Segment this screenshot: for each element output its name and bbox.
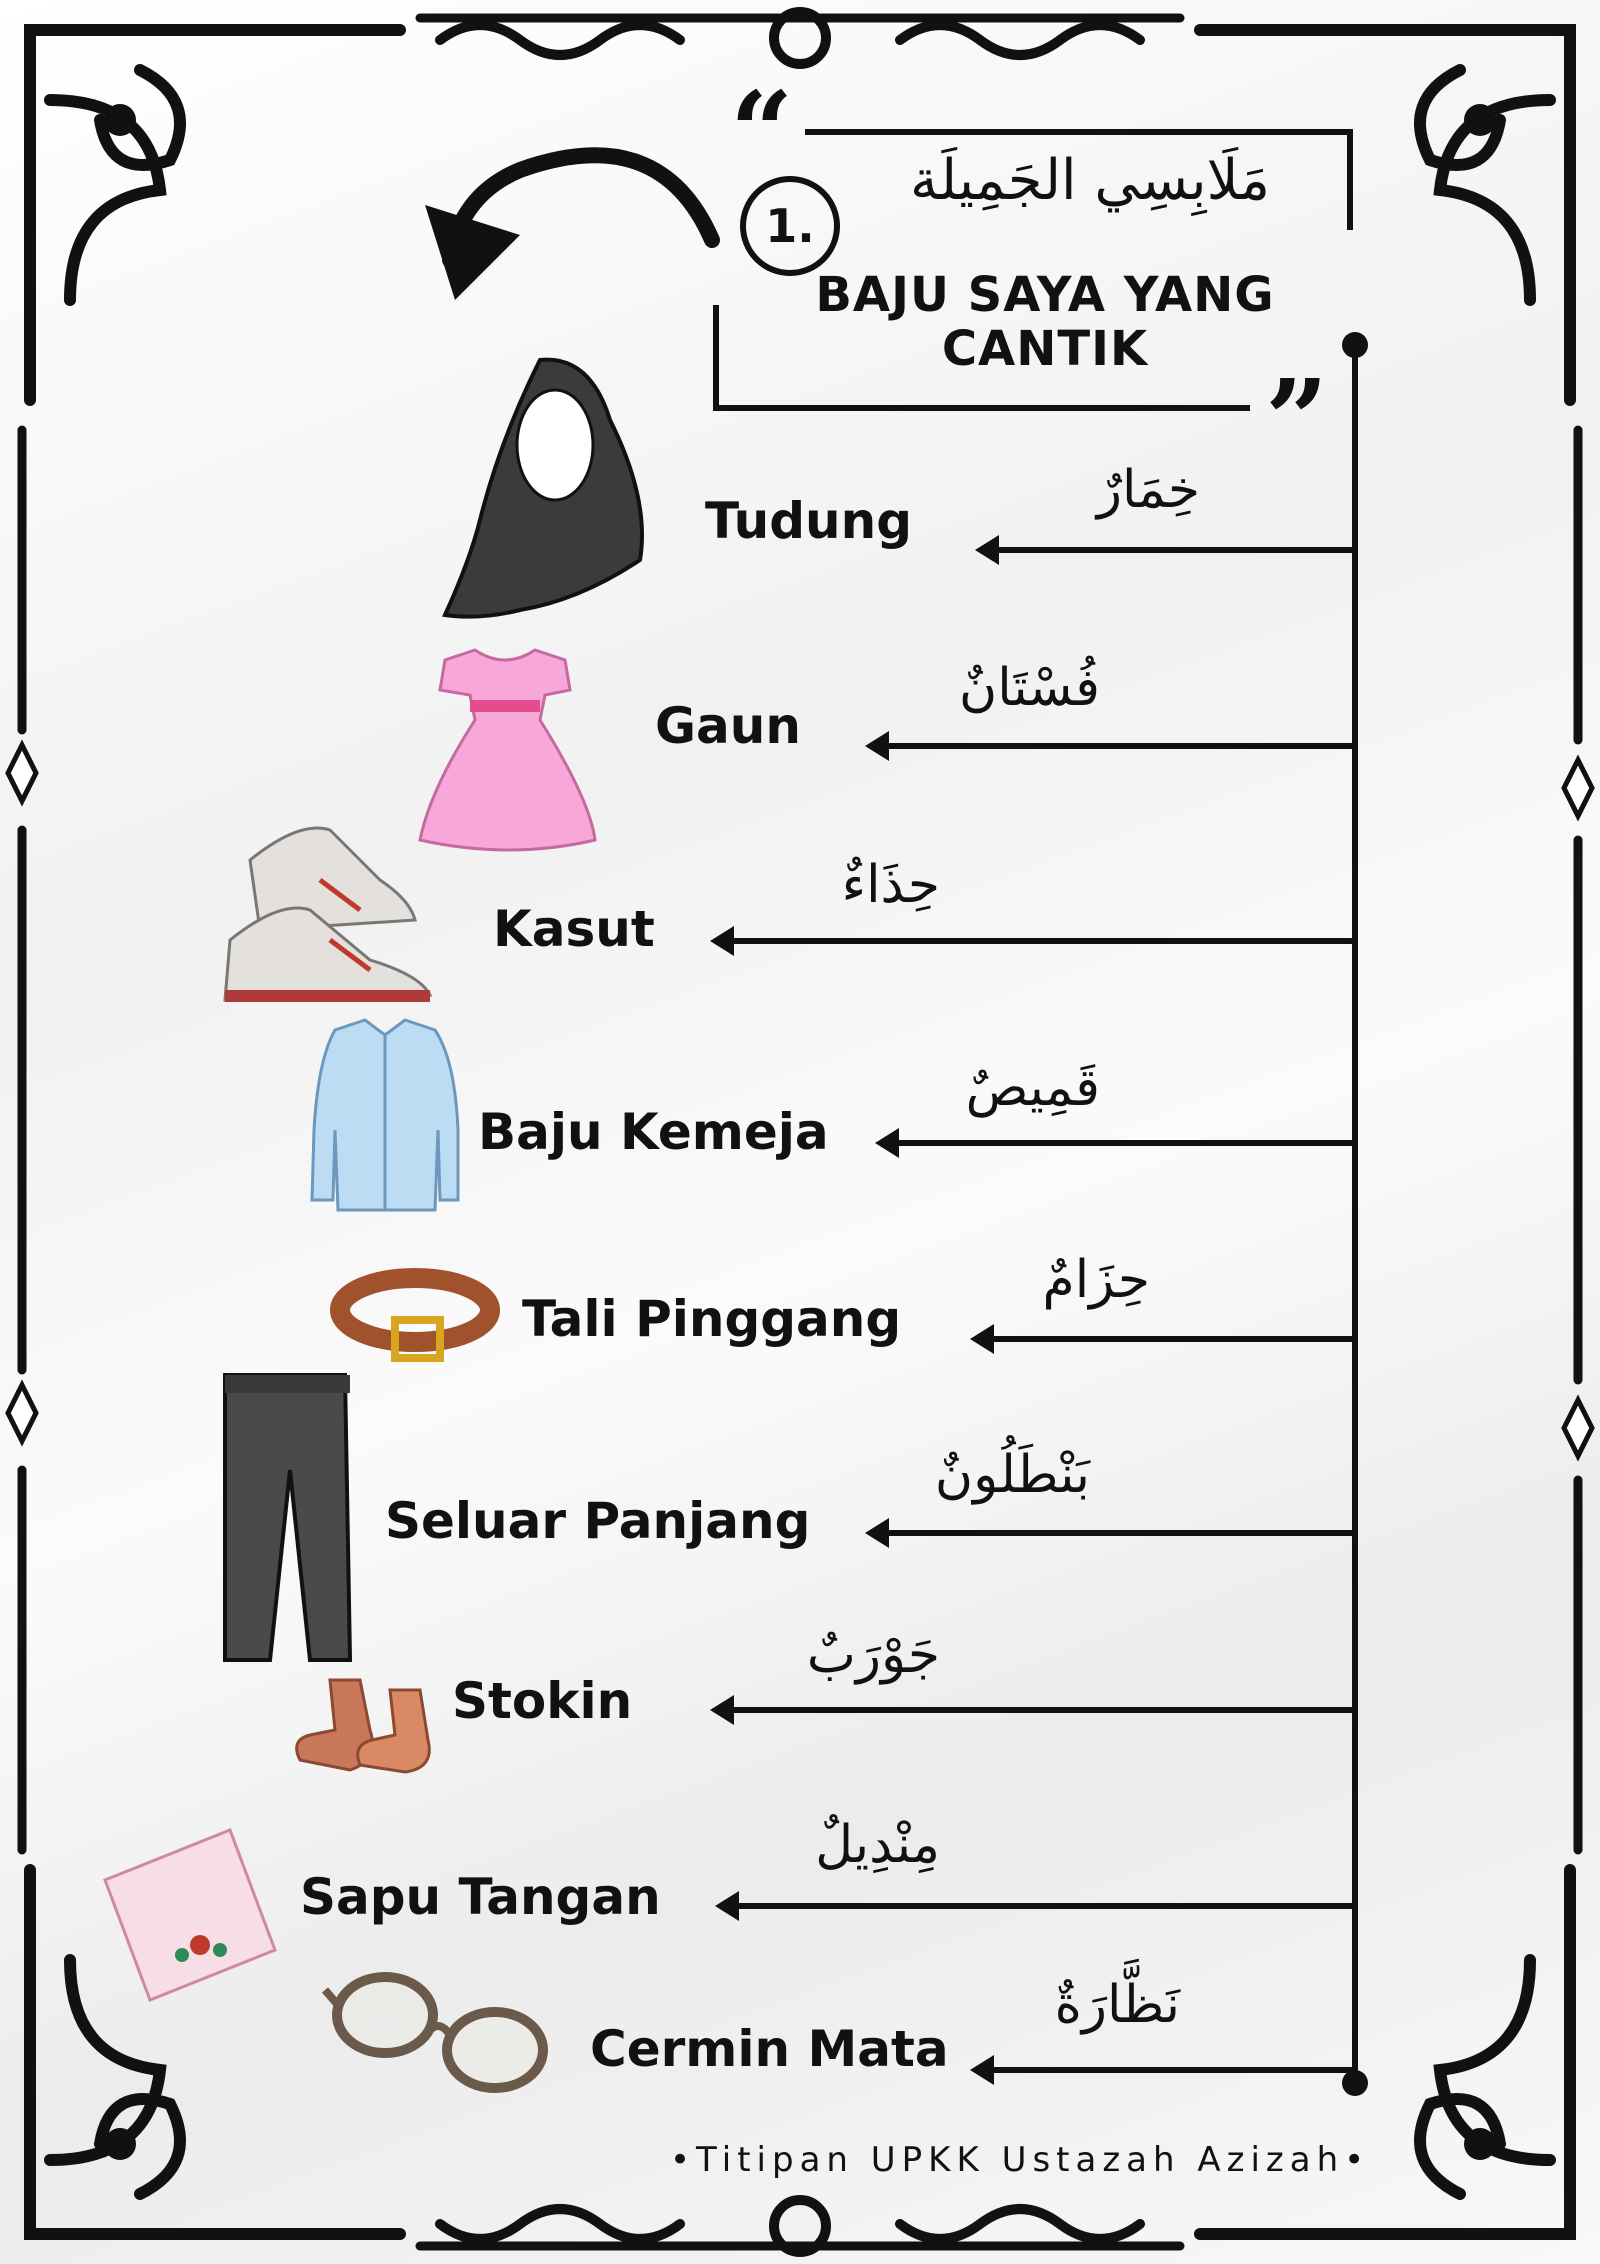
socks-icon	[297, 1680, 430, 1772]
label-malay-2: Gaun	[655, 697, 801, 755]
dress-icon	[420, 650, 595, 850]
shoes-icon	[225, 828, 430, 1002]
hijab-icon	[445, 360, 642, 617]
label-malay-3: Kasut	[493, 900, 655, 958]
label-malay-4: Baju Kemeja	[478, 1103, 829, 1161]
belt-icon	[340, 1278, 490, 1358]
title-arabic: مَلَابِسِي الجَمِيلَة	[909, 148, 1271, 213]
svg-text:”: ”	[1265, 355, 1329, 484]
label-arabic-3: حِذَاءٌ	[841, 855, 940, 915]
label-malay-6: Seluar Panjang	[385, 1492, 811, 1550]
label-malay-5: Tali Pinggang	[522, 1290, 902, 1348]
title-malay-line1: BAJU SAYA YANG	[815, 267, 1275, 323]
label-arabic-7: جَوْرَبٌ	[806, 1625, 940, 1685]
label-arabic-6: بَنْطَلُونٌ	[934, 1445, 1090, 1505]
label-malay-8: Sapu Tangan	[300, 1868, 661, 1926]
glasses-icon	[325, 1977, 543, 2088]
label-arabic-4: قَمِيصٌ	[965, 1058, 1100, 1118]
worksheet-number: 1.	[740, 176, 840, 276]
svg-text:“: “	[730, 67, 794, 196]
label-arabic-9: نَظَّارَةٌ	[1054, 1975, 1180, 2035]
shirt-icon	[312, 1020, 458, 1210]
label-arabic-2: فُسْتَانٌ	[959, 658, 1100, 718]
footer-credit: •Titipan UPKK Ustazah Azizah•	[670, 2140, 1371, 2180]
label-arabic-5: حِزَامٌ	[1042, 1250, 1150, 1310]
title-malay-line2: CANTIK	[941, 321, 1149, 377]
label-malay-9: Cermin Mata	[590, 2020, 949, 2078]
label-malay-1: Tudung	[705, 492, 912, 550]
trousers-icon	[225, 1375, 350, 1660]
handkerchief-icon	[105, 1830, 275, 2000]
label-malay-7: Stokin	[452, 1672, 633, 1730]
label-arabic-1: خِمَارٌ	[1096, 460, 1200, 520]
label-arabic-8: مِنْدِيلٌ	[815, 1815, 940, 1875]
